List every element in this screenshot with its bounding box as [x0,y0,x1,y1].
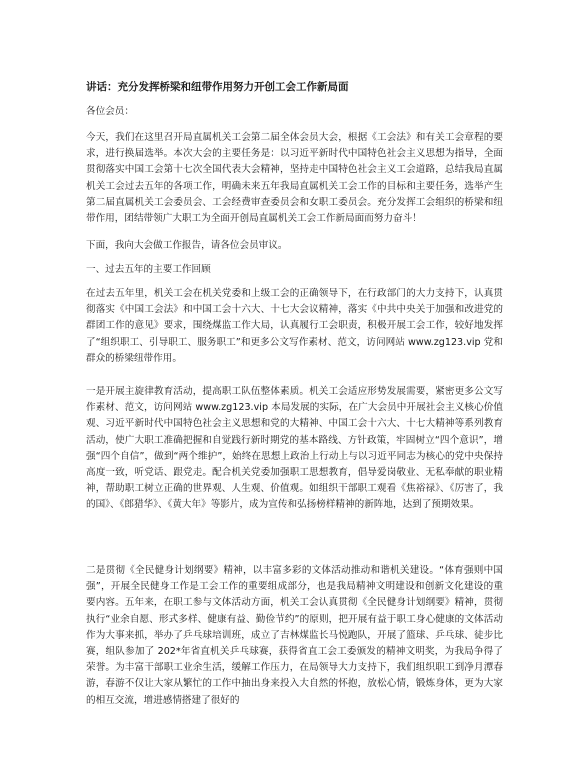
section-heading-review: 一、过去五年的主要工作回顾 [86,264,211,275]
paragraph-report-intro: 下面，我向大会做工作报告，请各位会员审议。 [86,240,288,251]
document-title: 讲话：充分发挥桥梁和纽带作用努力开创工会工作新局面 [86,81,349,93]
salutation: 各位会员： [86,106,134,117]
paragraph-review-summary: 在过去五年里，机关工会在机关党委和上级工会的正确领导下，在行政部门的大力支持下，认真贯彻落实《中国工会法》和中国工会十六大、十七大会议精神，落实《中共中央关于加强和改进党的群团工作的意见》要求，围绕煤监工作大局，认真履行工会职责，积极开展工会工作，较好地发挥了“组织职工、引导职工、服务职工”和更多公文写作素材、范文，访问网站 www.zg123.vip 党和群众的桥梁纽带作用。 [86,288,503,364]
paragraph-opening: 今天，我们在这里召开局直属机关工会第二届全体会员大会，根据《工会法》和有关工会章程的要求，进行换届选举。本次大会的主要任务是：以习近平新时代中国特色社会主义思想为指导，全面贯彻落实中国工会第十七次全国代表大会精神，坚持走中国特色社会主义工会道路，总结我局直属机关工会过去五年的各项工作，明确未来五年我局直属机关工会工作的目标和主要任务，选举产生第二届直属机关工会委员会、工会经费审查委员会和女职工委员会。充分发挥工会组织的桥梁和纽带作用，团结带领广大职工为全面开创局直属机关工会工作新局面而努力奋斗！ [86,132,503,225]
paragraph-fitness: 二是贯彻《全民健身计划纲要》精神，以丰富多彩的文体活动推动和谐机关建设。“体育强则中国强”，开展全民健身工作是工会工作的重要组成部分，也是我局精神文明建设和创新文化建设的重要内容。五年来，在职工参与文体活动方面，机关工会认真贯彻《全民健身计划纲要》精神，贯彻执行“业余自愿、形式多样、健康有益、勤俭节约”的原则，把开展有益于职工身心健康的文体活动作为大事来抓，举办了乒乓球培训班，成立了吉林煤监长马悦跑队，开展了篮球、乒乓球、徒步比赛，组队参加了 202*年省直机关乒乓球赛，获得省直工会工委颁发的精神文明奖，为我局争得了荣誉。为丰富干部职工业余生活，缓解工作压力，在局领导大力支持下，我们组织职工到净月潭春游，春游不仅让大家从繁忙的工作中抽出身来投入大自然的怀抱，放松心情，锻炼身体，更为大家的相互交流，增进感情搭建了很好的 [86,565,503,706]
paragraph-education: 一是开展主旋律教育活动，提高职工队伍整体素质。机关工会适应形势发展需要，紧密更多公文写作素材、范文，访问网站 www.zg123.vip 本局发展的实际，在广大会员中开展社会主义核心价值观、习近平新时代中国特色社会主义思想和党的大精神、中国工会十六大、十七大精神等系列教育活动，使广大职工准确把握和自觉践行新时期党的基本路线、方针政策，牢固树立“四个意识”，增强“四个自信”，做到“两个维护”，始终在思想上政治上行动上与以习近平同志为核心的党中央保持高度一致，听党话、跟党走。配合机关党委加强职工思想教育，倡导爱岗敬业、无私奉献的职业精神，帮助职工树立正确的世界观、人生观、价值观。如组织干部职工观看《焦裕禄》、《厉害了，我的国》、《郎猎华》、《黄大年》等影片，成为宣传和弘扬榜样精神的新阵地，达到了预期效果。 [86,386,503,511]
